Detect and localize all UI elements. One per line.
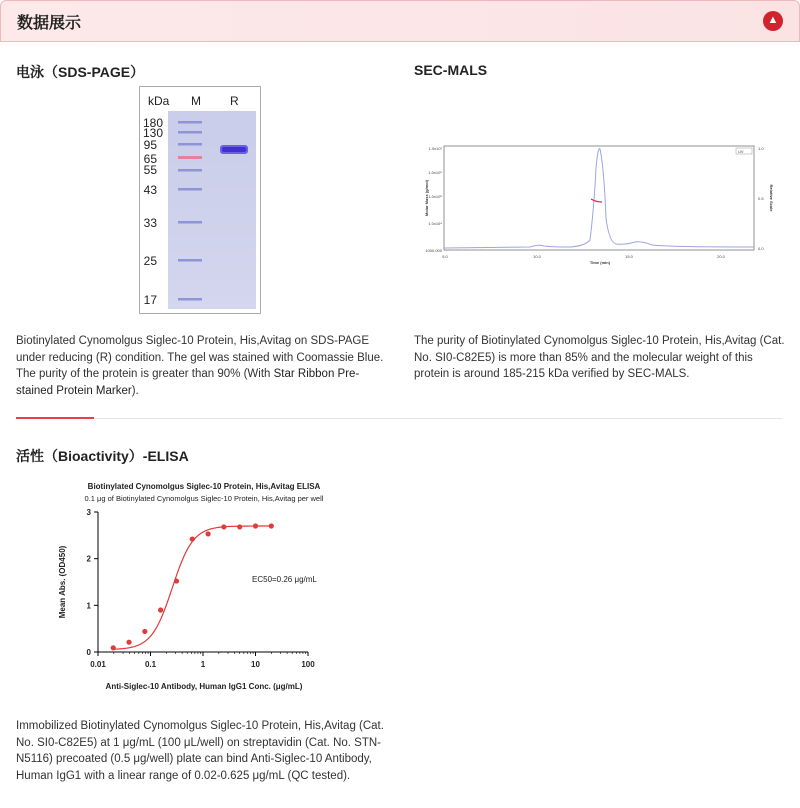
sds-desc-text-2: ). bbox=[131, 384, 139, 397]
mals-xlabel: Time (min) bbox=[589, 260, 611, 265]
marker-180: 180 bbox=[142, 116, 163, 130]
elisa-xtick-label: 100 bbox=[301, 660, 315, 669]
mals-xtick-0: 5.0 bbox=[442, 254, 448, 259]
elisa-data-point bbox=[126, 640, 131, 645]
elisa-data-point bbox=[142, 629, 147, 634]
sec-mals-chart bbox=[420, 138, 780, 273]
elisa-ytick-label: 2 bbox=[86, 554, 91, 564]
section-title: 数据展示 bbox=[17, 15, 82, 32]
elisa-data-point bbox=[190, 536, 195, 541]
marker-55: 55 bbox=[143, 163, 157, 177]
gel-svg bbox=[140, 87, 260, 313]
elisa-xlabel: Anti-Siglec-10 Antibody, Human IgG1 Conc. (μg/mL) bbox=[105, 682, 303, 691]
elisa-xtick-label: 1 bbox=[200, 660, 206, 669]
elisa-fit-curve bbox=[113, 526, 271, 649]
elisa-data-point bbox=[237, 524, 242, 529]
mals-xtick-3: 20.0 bbox=[717, 254, 725, 259]
elisa-chart-title: Biotinylated Cynomolgus Siglec-10 Protein, His,Avitag ELISA bbox=[87, 482, 321, 491]
elisa-data-point bbox=[205, 531, 210, 536]
marker-65: 65 bbox=[143, 152, 157, 166]
elisa-chart-subtitle: 0.1 μg of Biotinylated Cynomolgus Siglec-10 Protein, His,Avitag per well bbox=[84, 494, 324, 503]
marker-17: 17 bbox=[143, 293, 157, 307]
marker-43: 43 bbox=[143, 183, 157, 197]
mals-xtick-2: 15.0 bbox=[625, 254, 633, 259]
elisa-data-point bbox=[158, 607, 163, 612]
elisa-data-point bbox=[253, 523, 258, 528]
divider bbox=[16, 418, 782, 419]
mals-ytick-4: 1000.000 bbox=[425, 248, 442, 253]
elisa-chart bbox=[52, 478, 372, 698]
marker-95: 95 bbox=[143, 138, 157, 152]
sds-page-description bbox=[16, 333, 391, 399]
elisa-xtick-label: 0.01 bbox=[90, 660, 106, 669]
elisa-ytick-label: 3 bbox=[86, 508, 91, 517]
section-header bbox=[0, 0, 800, 42]
elisa-data-point bbox=[269, 523, 274, 528]
elisa-data-point bbox=[111, 645, 116, 650]
mals-rtick-2: 0.0 bbox=[758, 246, 764, 251]
mals-ytick-2: 1.0x10⁵ bbox=[428, 194, 442, 199]
mals-ytick-1: 1.0x10⁶ bbox=[428, 170, 442, 175]
mals-left-label: Molar Mass (g/mol) bbox=[424, 179, 429, 217]
elisa-ylabel: Mean Abs. (OD450) bbox=[58, 545, 67, 619]
sds-page-gel-image bbox=[139, 86, 261, 314]
mals-right-label: Relative Scale bbox=[769, 184, 774, 212]
mals-rtick-0: 1.0 bbox=[758, 146, 764, 151]
sec-mals-description: The purity of Biotinylated Cynomolgus Siglec-10 Protein, His,Avitag (Cat. No. SI0-C82E5) is more than 85% and the molecular weight of this protein is around 185-215 kDa verified by SEC-MALS. bbox=[414, 335, 785, 380]
mals-legend: UV bbox=[738, 149, 744, 154]
sds-page-title: 电泳（SDS-PAGE） bbox=[16, 64, 145, 80]
elisa-data-point bbox=[221, 524, 226, 529]
elisa-ytick-label: 0 bbox=[86, 648, 91, 657]
elisa-ec50-annotation: EC50=0.26 μg/mL bbox=[252, 575, 317, 584]
mals-xtick-1: 10.0 bbox=[533, 254, 541, 259]
marker-33: 33 bbox=[143, 216, 157, 230]
elisa-svg bbox=[52, 478, 372, 693]
elisa-ytick-label: 1 bbox=[86, 601, 91, 611]
marker-130: 130 bbox=[142, 126, 163, 140]
divider-accent bbox=[16, 417, 94, 419]
gel-label-marker: M bbox=[191, 94, 201, 108]
star-ribbon-marker-link[interactable]: Star Ribbon Pre-stained Protein Marker bbox=[16, 368, 360, 397]
chevron-up-icon[interactable]: ▲ bbox=[763, 11, 783, 31]
sec-mals-title: SEC-MALS bbox=[414, 62, 488, 78]
elisa-xtick-label: 10 bbox=[251, 660, 260, 669]
elisa-data-point bbox=[174, 578, 179, 583]
elisa-description: Immobilized Biotinylated Cynomolgus Siglec-10 Protein, His,Avitag (Cat. No. SI0-C82E5) at 1 μg/mL (100 μL/well) on streptavidin (Cat. No. STN-N5116) precoated (0.5 μg/well) plate can bind Anti-Siglec-10 Antibody, Human IgG1 with a linear range of 0.02-0.625 μg/mL (QC tested). bbox=[16, 720, 384, 782]
marker-25: 25 bbox=[143, 254, 157, 268]
gel-label-kda: kDa bbox=[148, 94, 170, 108]
mals-ytick-0: 1.0x10⁷ bbox=[428, 146, 442, 151]
sds-desc-text-1: Biotinylated Cynomolgus Siglec-10 Protein, His,Avitag on SDS-PAGE under reducing (R) condition. The gel was stained with Coomassie Blue. The purity of the protein is greater than 90% (With bbox=[16, 335, 384, 380]
elisa-title: 活性（Bioactivity）-ELISA bbox=[16, 448, 189, 464]
gel-label-reducing: R bbox=[230, 94, 239, 108]
sec-mals-svg bbox=[420, 138, 780, 268]
mals-ytick-3: 1.0x10⁴ bbox=[428, 221, 442, 226]
elisa-xtick-label: 0.1 bbox=[144, 660, 157, 669]
mals-rtick-1: 0.5 bbox=[758, 196, 764, 201]
